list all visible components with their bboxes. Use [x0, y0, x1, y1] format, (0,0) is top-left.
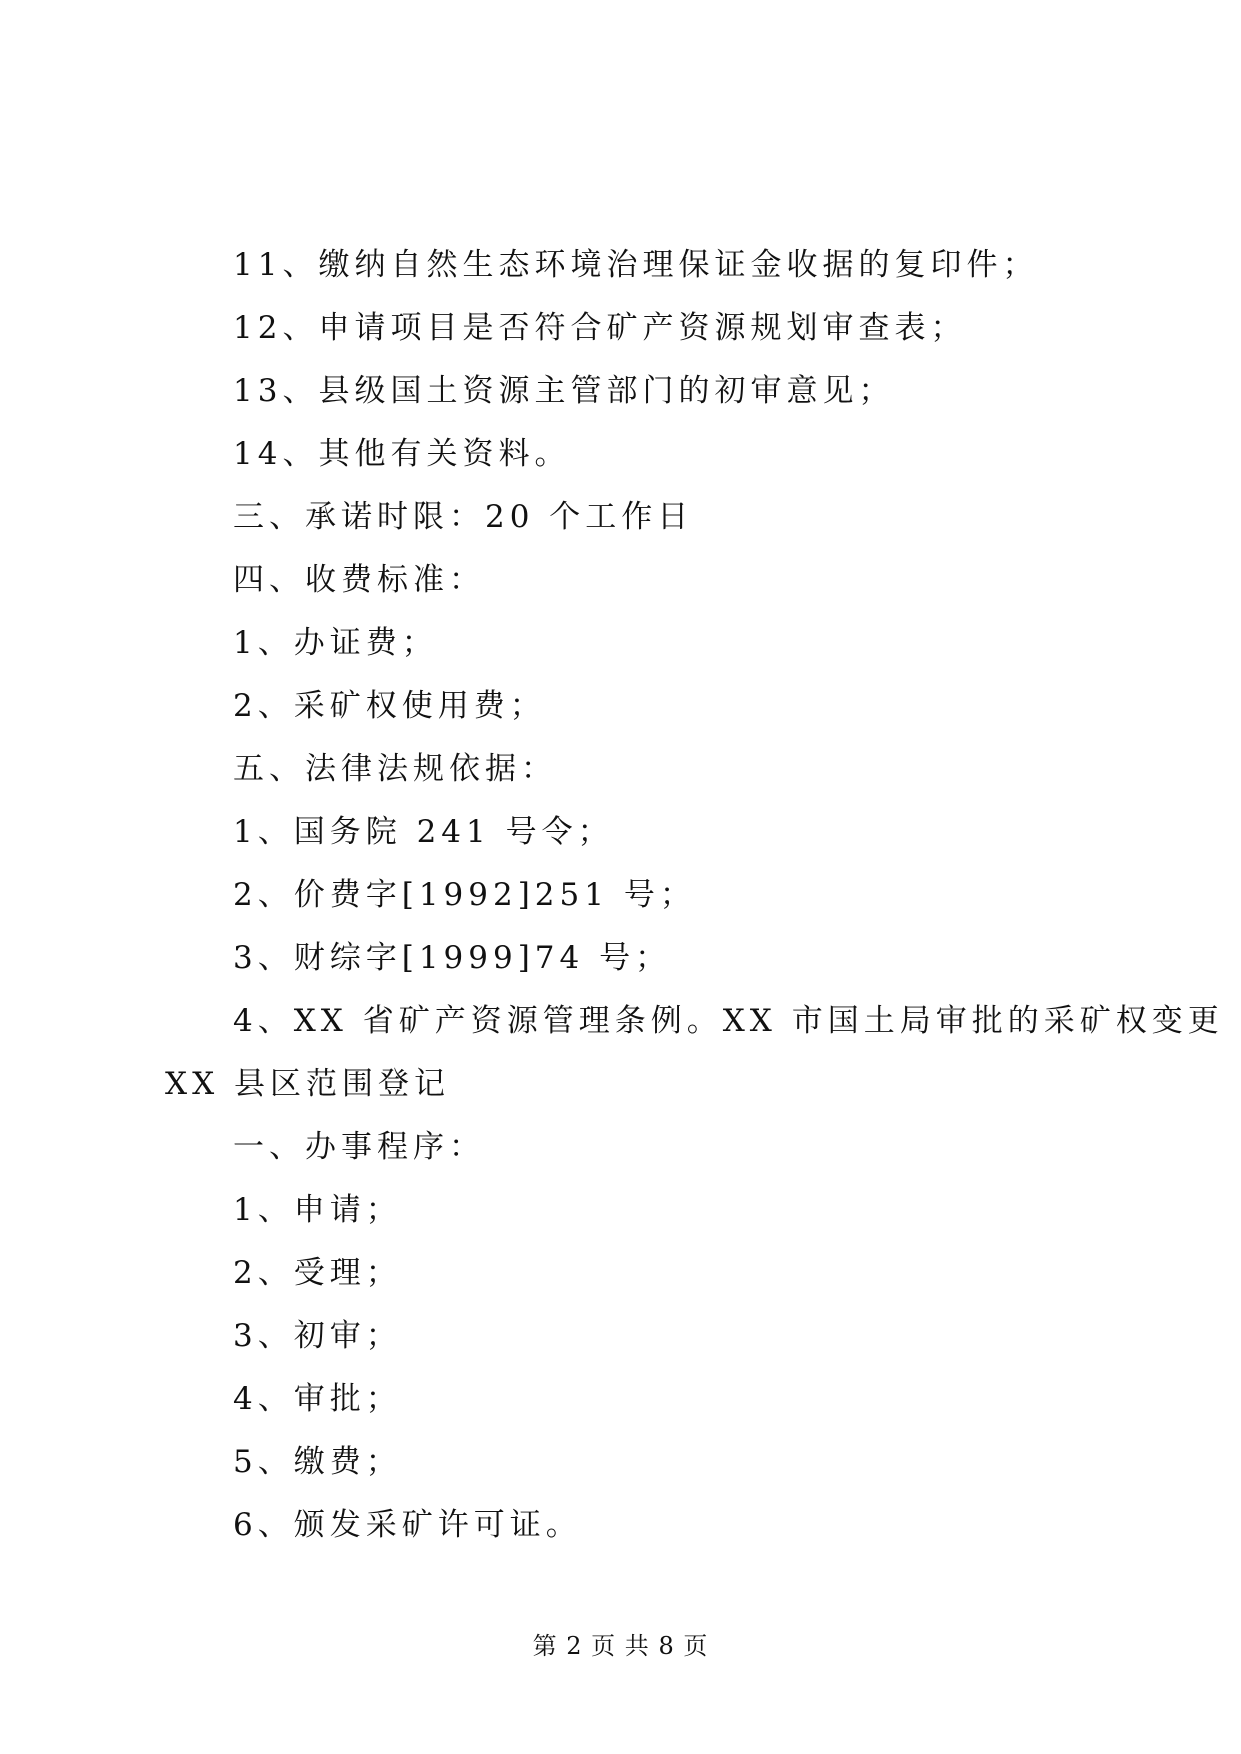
list-item: 1、国务院 241 号令； [233, 814, 614, 850]
list-item: 13、县级国土资源主管部门的初审意见； [233, 373, 895, 409]
section-heading: 一、办事程序： [233, 1129, 485, 1165]
list-item: 2、采矿权使用费； [233, 688, 546, 724]
page-number-footer: 第 2 页 共 8 页 [532, 1632, 709, 1660]
list-item: 3、财综字[1999]74 号； [233, 940, 672, 976]
section-heading: 五、法律法规依据： [233, 751, 557, 787]
list-item: 6、颁发采矿许可证。 [233, 1507, 582, 1543]
document-body [165, 234, 1224, 1557]
list-item: 1、办证费； [233, 625, 438, 661]
list-item: 14、其他有关资料。 [233, 436, 571, 472]
list-item: 2、受理； [233, 1255, 402, 1291]
list-item: 4、审批； [233, 1381, 402, 1417]
section-heading: 三、承诺时限：20 个工作日 [233, 499, 694, 535]
list-item: 1、申请； [233, 1192, 402, 1228]
list-item: 5、缴费； [233, 1444, 402, 1480]
list-item-continuation: XX 县区范围登记 [165, 1066, 450, 1102]
list-item: 12、申请项目是否符合矿产资源规划审查表； [233, 310, 967, 346]
list-item: 2、价费字[1992]251 号； [233, 877, 696, 913]
section-heading: 四、收费标准： [233, 562, 485, 598]
list-item: 4、XX 省矿产资源管理条例。XX 市国土局审批的采矿权变更 [233, 1003, 1224, 1039]
list-item: 3、初审； [233, 1318, 402, 1354]
list-item: 11、缴纳自然生态环境治理保证金收据的复印件； [233, 247, 1039, 283]
